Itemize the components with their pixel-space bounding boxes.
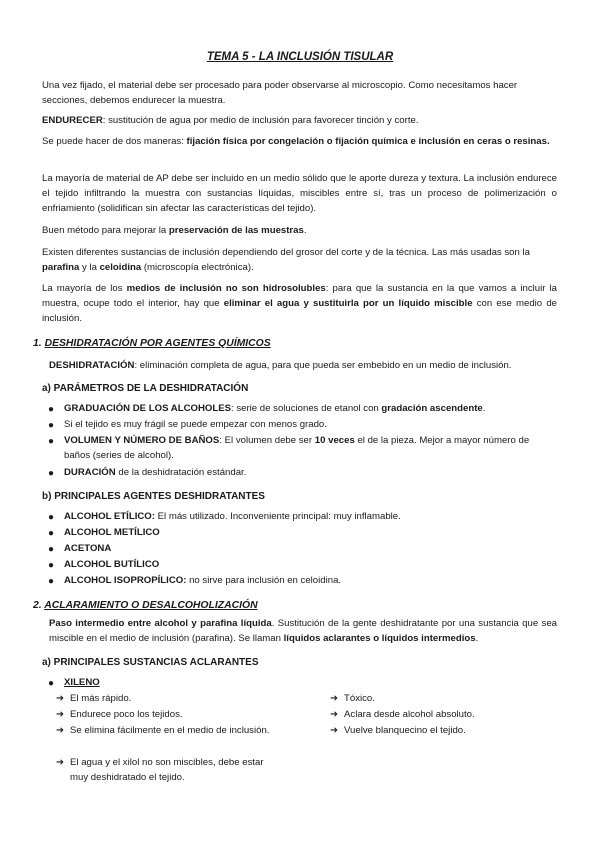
alcohol-etilico-term: ALCOHOL ETÍLICO: (64, 511, 155, 522)
bullet-icon: ● (48, 576, 55, 587)
volumen-end: el de la pieza. Mejor a mayor número de baños (series de alcohol). (64, 435, 530, 461)
arrow-icon: ➔ (330, 709, 339, 720)
graduacion-text: : serie de soluciones de etanol con (231, 403, 382, 414)
section-2-title: ACLARAMIENTO O DESALCOHOLIZACIÓN (44, 600, 258, 611)
xileno-left-item-2 (56, 707, 280, 722)
page-title: TEMA 5 - LA INCLUSIÓN TISULAR (206, 51, 394, 63)
list-item-fragil: Si el tejido es muy frágil se puede empezar con menos grado. (64, 419, 327, 430)
volumen-bold: 10 veces (314, 435, 355, 446)
section-1-title: DESHIDRATACIÓN POR AGENTES QUÍMICOS (44, 338, 271, 349)
arrow-icon: ➔ (330, 693, 339, 704)
aclaramiento-text: . Sustitución de la gente deshidratante por una sustancia que sea miscible en el medio de inclusión (parafina). Se llaman (49, 618, 557, 644)
bullet-icon: ● (48, 560, 55, 571)
bullet-icon: ● (48, 436, 55, 447)
aclaramiento-end: . (475, 633, 479, 644)
xileno-left-text-1: El más rápido. (70, 693, 132, 704)
existen-parafina: parafina (42, 262, 80, 273)
arrow-icon: ➔ (330, 725, 339, 736)
endurecer-text: : sustitución de agua por medio de inclusión para favorecer tinción y corte. (102, 115, 419, 126)
alcohol-etilico-text: El más utilizado. Inconveniente principal: muy inflamable. (154, 511, 401, 522)
volumen-text: : El volumen debe ser (219, 435, 315, 446)
section-1-heading (33, 338, 271, 349)
intro-paragraph: Una vez fijado, el material debe ser procesado para poder observarse al microscopio. Como necesitamos hacer secciones, debemos endurecer la muestra. (42, 80, 518, 106)
deshidratacion-definition (49, 358, 557, 373)
bullet-icon: ● (48, 544, 55, 555)
subsection-1a-heading: a) PARÁMETROS DE LA DESHIDRATACIÓN (42, 383, 249, 394)
endurecer-paragraph (42, 113, 557, 128)
aclaramiento-bold-2: líquidos aclarantes o líquidos intermedios (283, 633, 476, 644)
xileno-left-item-4 (56, 755, 280, 785)
buen-metodo-bold: preservación de las muestras (168, 225, 304, 236)
list-item-graduacion (64, 401, 557, 416)
alcohol-isopropilico-text: no sirve para inclusión en celoidina. (186, 575, 342, 586)
aclaramiento-paragraph (49, 616, 557, 646)
xileno-left-text-3: Se elimina fácilmente en el medio de inclusión. (70, 725, 270, 736)
xileno-right-item-1 (330, 691, 560, 706)
graduacion-term: GRADUACIÓN DE LOS ALCOHOLES (64, 403, 232, 414)
section-2-number: 2. (33, 600, 42, 611)
medios-text: La mayoría de los (42, 283, 127, 294)
arrow-icon: ➔ (56, 709, 65, 720)
list-item-duracion (64, 465, 557, 480)
xileno-right-text-3: Vuelve blanquecino el tejido. (344, 725, 466, 736)
maneras-bold: fijación física por congelación o fijación química e inclusión en ceras o resinas. (186, 136, 550, 147)
bullet-icon: ● (48, 468, 55, 479)
list-item-volumen (64, 433, 557, 463)
maneras-text: Se puede hacer de dos maneras: (42, 136, 187, 147)
buen-metodo-text: Buen método para mejorar la (42, 225, 169, 236)
bullet-icon: ● (48, 528, 55, 539)
alcohol-isopropilico-term: ALCOHOL ISOPROPÍLICO: (64, 575, 187, 586)
list-item-alcohol-metilico: ALCOHOL METÍLICO (64, 527, 160, 538)
existen-text: Existen diferentes sustancias de inclusión dependiendo del grosor del corte y de la técnica. Las más usadas son la (42, 247, 530, 258)
xileno-right-item-3 (330, 723, 560, 738)
xileno-left-text-2: Endurece poco los tejidos. (70, 709, 183, 720)
subsection-2a-heading: a) PRINCIPALES SUSTANCIAS ACLARANTES (42, 657, 259, 668)
medios-text-3: con ese medio de inclusión. (42, 298, 557, 324)
xileno-left-text-4: El agua y el xilol no son miscibles, debe estar muy deshidratado el tejido. (70, 757, 264, 783)
medios-bold: medios de inclusión no son hidrosolubles (126, 283, 326, 294)
arrow-icon: ➔ (56, 693, 65, 704)
xileno-left-item-1 (56, 691, 280, 706)
existen-text-3: (microscopía electrónica). (141, 262, 254, 273)
duracion-text: de la deshidratación estándar. (115, 467, 247, 478)
bullet-icon: ● (48, 678, 55, 689)
deshidratacion-text: : eliminación completa de agua, para que pueda ser embebido en un medio de inclusión. (134, 360, 512, 371)
endurecer-term: ENDURECER (42, 115, 103, 126)
existen-celoidina: celoidina (99, 262, 142, 273)
graduacion-bold: gradación ascendente (381, 403, 483, 414)
xileno-right-text-2: Aclara desde alcohol absoluto. (344, 709, 475, 720)
section-2-heading (33, 600, 258, 611)
list-item-xileno: XILENO (64, 677, 100, 688)
bullet-icon: ● (48, 512, 55, 523)
section-1-number: 1. (33, 338, 42, 349)
list-item-alcohol-butilico: ALCOHOL BUTÍLICO (64, 559, 160, 570)
existen-text-2: y la (79, 262, 100, 273)
list-item-alcohol-etilico (64, 509, 557, 524)
deshidratacion-term: DESHIDRATACIÓN (49, 360, 135, 371)
subsection-1b-heading: b) PRINCIPALES AGENTES DESHIDRATANTES (42, 491, 265, 502)
bullet-icon: ● (48, 420, 55, 431)
bullet-icon: ● (48, 404, 55, 415)
mayoria-ap-paragraph: La mayoría de material de AP debe ser incluido en un medio sólido que le aporte dureza y textura. La inclusión endurece el tejido infiltrando la muestra con sustancias líquidas, miscibles entre sí, tras un proceso de polimerización o enfriamiento (solidifican sin afectar las características del tejido). (42, 173, 557, 214)
list-item-acetona: ACETONA (64, 543, 112, 554)
medios-bold-2: eliminar el agua y sustituirla por un líquido miscible (223, 298, 473, 309)
volumen-term: VOLUMEN Y NÚMERO DE BAÑOS (64, 435, 220, 446)
xileno-left-item-3 (56, 723, 280, 738)
list-item-alcohol-isopropilico (64, 573, 557, 588)
aclaramiento-bold: Paso intermedio entre alcohol y parafina líquida (49, 618, 272, 629)
existen-paragraph (42, 245, 557, 275)
arrow-icon: ➔ (56, 757, 65, 768)
arrow-icon: ➔ (56, 725, 65, 736)
buen-metodo-end: . (303, 225, 307, 236)
medios-paragraph (42, 281, 557, 326)
medios-text-2: : para que la sustancia en la que vamos a incluir la muestra, ocupe todo el interior, hay que (42, 283, 557, 309)
maneras-paragraph (42, 134, 557, 149)
buen-metodo-paragraph (42, 223, 557, 238)
graduacion-end: . (482, 403, 486, 414)
xileno-right-text-1: Tóxico. (344, 693, 375, 704)
duracion-term: DURACIÓN (64, 467, 116, 478)
xileno-right-item-2 (330, 707, 560, 722)
